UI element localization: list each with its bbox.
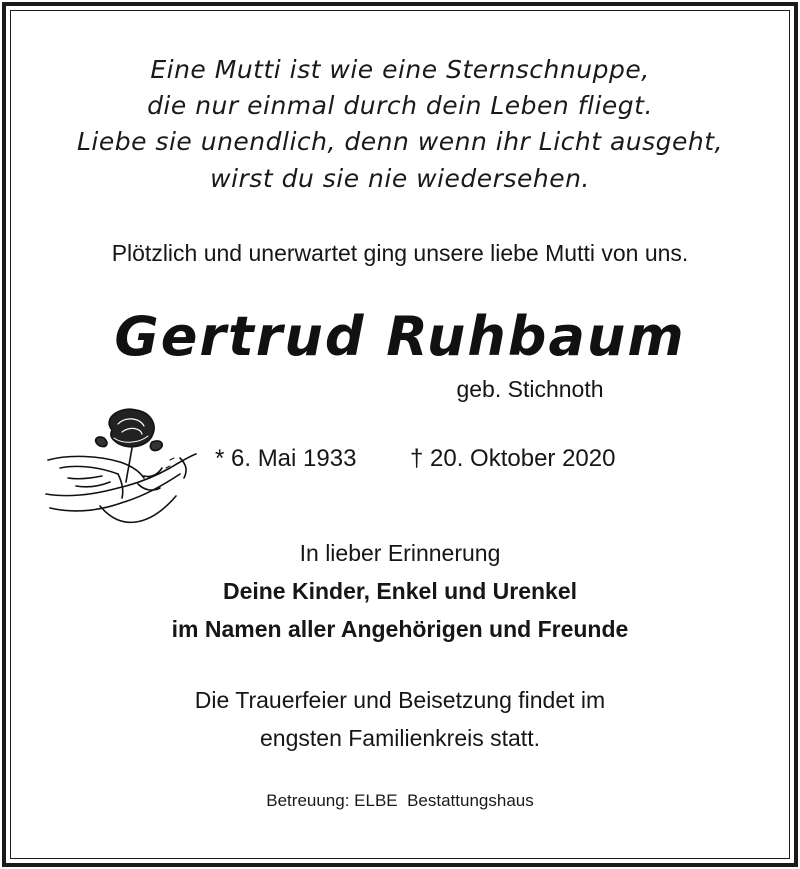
rose-in-hands-icon bbox=[40, 398, 205, 533]
death-date: † 20. Oktober 2020 bbox=[410, 445, 616, 472]
poem-line-4: wirst du sie nie wiedersehen. bbox=[210, 164, 590, 193]
funeral-line-2: engsten Familienkreis statt. bbox=[260, 725, 540, 751]
maiden-name: geb. Stichnoth bbox=[456, 376, 604, 402]
memorial-line-1: In lieber Erinnerung bbox=[299, 540, 501, 566]
birth-date: * 6. Mai 1933 bbox=[215, 445, 357, 472]
footer-text: Betreuung: ELBE Bestattungshaus bbox=[266, 791, 534, 810]
funeral-line-1: Die Trauerfeier und Beisetzung findet im bbox=[194, 687, 606, 713]
poem-line-1: Eine Mutti ist wie eine Sternschnuppe, bbox=[150, 55, 650, 84]
intro-text: Plötzlich und unerwartet ging unsere liebe Mutti von uns. bbox=[111, 240, 689, 266]
memorial-line-2: Deine Kinder, Enkel und Urenkel bbox=[222, 578, 578, 604]
poem-line-3: Liebe sie unendlich, denn wenn ihr Licht ausgeht, bbox=[76, 127, 724, 156]
poem-line-2: die nur einmal durch dein Leben fliegt. bbox=[147, 91, 653, 120]
deceased-name: Gertrud Ruhbaum bbox=[114, 305, 686, 368]
memorial-line-3: im Namen aller Angehörigen und Freunde bbox=[171, 616, 629, 642]
